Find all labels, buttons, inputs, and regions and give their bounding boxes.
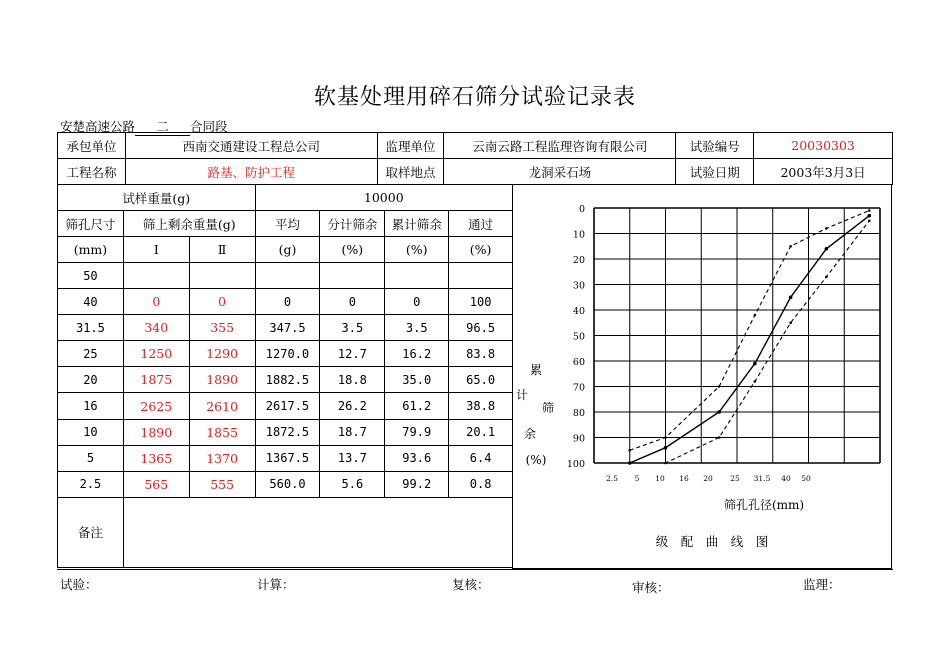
remarks-label: 备注 [58,497,124,567]
data-point [868,219,871,222]
trial-1-cell: 0 [123,289,189,315]
data-point [825,227,828,230]
table-row [58,341,513,367]
sieve-size-cell: 31.5 [58,315,124,341]
individual-retained-cell [320,263,385,289]
passing-cell: 6.4 [449,445,513,471]
col-header-cumulative: 累计筛余 [385,211,449,237]
x-tick-label: 40 [781,474,791,483]
data-rows [58,263,513,498]
sieve-size-cell: 50 [58,263,124,289]
footer-checker: 复核： [452,577,490,592]
table-row [58,367,513,393]
x-axis-label: 筛孔孔径(mm) [723,498,805,512]
y-tick-label: 40 [572,306,585,317]
trial-1-cell: 1250 [123,341,189,367]
trial-2-cell: 1290 [189,341,255,367]
chart-caption: 级 配 曲 线 图 [655,534,769,549]
data-point [868,209,871,212]
y-tick-label: 20 [572,255,585,266]
individual-retained-cell: 5.6 [320,471,385,497]
trial-1-cell: 1875 [123,367,189,393]
y-axis-label-5: (%) [525,453,547,467]
unit-pct-passing: (%) [449,237,513,263]
test-no-label: 试验编号 [676,133,754,159]
y-tick-labels [567,204,585,470]
y-tick-label: 0 [578,204,585,215]
project-label: 工程名称 [58,159,126,185]
data-point [718,436,721,439]
sample-weight-label: 试样重量(g) [58,185,256,211]
average-cell: 1882.5 [255,367,320,393]
sieve-size-cell: 16 [58,393,124,419]
footer-tester: 试验： [60,577,98,592]
individual-retained-cell: 12.7 [320,341,385,367]
trial-1-cell: 1890 [123,419,189,445]
x-tick-label: 16 [679,474,689,483]
contractor-label: 承包单位 [58,133,126,159]
sieve-size-cell: 20 [58,367,124,393]
trial-1-cell [123,263,189,289]
highway-name: 安楚高速公路 [60,119,136,134]
section-number: 二 [135,117,190,136]
trial-2-cell: 1855 [189,419,255,445]
sieve-size-cell: 40 [58,289,124,315]
cumulative-retained-cell: 35.0 [385,367,449,393]
site-label: 取样地点 [377,159,444,185]
y-tick-label: 50 [572,331,585,343]
chart-grid [594,208,880,463]
contractor-value: 西南交通建设工程总公司 [125,133,377,159]
trial-2-cell: 0 [189,289,255,315]
individual-retained-cell: 26.2 [320,393,385,419]
y-tick-label: 100 [566,459,585,470]
footer-rule [57,569,893,570]
cumulative-retained-cell: 0 [385,289,449,315]
y-axis-label-2: 计 [515,388,529,402]
page-title: 软基处理用碎石筛分试验记录表 [313,85,636,110]
trial-2-cell: 355 [189,315,255,341]
y-tick-label: 60 [572,357,585,368]
data-point [753,362,757,366]
table-row [58,393,513,419]
cumulative-retained-cell: 93.6 [385,445,449,471]
y-axis-label-1: 累 [529,363,543,377]
individual-retained-cell: 18.8 [320,367,385,393]
trial-2-header: Ⅱ [189,237,255,263]
individual-retained-cell: 18.7 [320,419,385,445]
table-row [58,471,513,497]
y-tick-label: 10 [572,229,585,241]
average-cell: 560.0 [255,471,320,497]
data-point [867,214,871,218]
footer-reviewer: 审核： [632,580,670,595]
trial-2-cell [189,263,255,289]
average-cell: 0 [255,289,320,315]
y-tick-label: 30 [572,280,585,292]
individual-retained-cell: 0 [320,289,385,315]
footer-calculator: 计算： [257,577,295,592]
sample-weight-value: 10000 [255,185,512,211]
cumulative-retained-cell: 79.9 [385,419,449,445]
x-tick-label: 20 [703,474,713,483]
data-point [789,295,793,299]
unit-mm: (mm) [58,237,124,263]
x-tick-label: 31.5 [753,474,771,483]
passing-cell: 0.8 [449,471,513,497]
trial-2-cell: 2610 [189,393,255,419]
sieve-size-cell: 10 [58,419,124,445]
data-point [664,446,668,450]
data-point [754,380,757,383]
data-point [717,410,721,414]
passing-cell: 65.0 [449,367,513,393]
data-point [789,321,792,324]
trial-2-cell: 555 [189,471,255,497]
cumulative-retained-cell: 16.2 [385,341,449,367]
supervisor-label: 监理单位 [377,133,444,159]
table-row [58,419,513,445]
data-point [664,436,667,439]
data-point [825,276,828,279]
passing-cell: 20.1 [449,419,513,445]
table-row [58,445,513,471]
date-value: 2003年3月3日 [754,159,893,185]
passing-cell: 96.5 [449,315,513,341]
date-label: 试验日期 [676,159,754,185]
footer-supervisor: 监理： [803,577,841,592]
average-cell: 347.5 [255,315,320,341]
individual-retained-cell: 3.5 [320,315,385,341]
average-cell: 1270.0 [255,341,320,367]
average-cell: 1367.5 [255,445,320,471]
sieve-table [57,184,513,568]
data-point [628,462,631,465]
y-tick-label: 90 [572,433,585,445]
trial-1-cell: 1365 [123,445,189,471]
x-tick-labels [606,474,811,483]
passing-cell: 100 [449,289,513,315]
cumulative-retained-cell: 3.5 [385,315,449,341]
x-tick-label: 25 [730,474,740,483]
col-header-sieve: 筛孔尺寸 [58,211,124,237]
trial-1-cell: 565 [123,471,189,497]
unit-pct-cumulative: (%) [385,237,449,263]
y-axis-label-4: 余 [523,427,537,441]
gradation-chart [512,184,892,569]
x-tick-label: 50 [801,474,811,483]
trial-1-cell: 340 [123,315,189,341]
sieve-size-cell: 25 [58,341,124,367]
table-row [58,289,513,315]
trial-2-cell: 1890 [189,367,255,393]
cumulative-retained-cell: 61.2 [385,393,449,419]
trial-1-cell: 2625 [123,393,189,419]
table-row [58,263,513,289]
cumulative-retained-cell: 99.2 [385,471,449,497]
col-header-average: 平均 [255,211,320,237]
data-point [789,245,792,248]
passing-cell: 38.8 [449,393,513,419]
individual-retained-cell: 13.7 [320,445,385,471]
trial-1-header: Ⅰ [123,237,189,263]
col-header-passing: 通过 [449,211,513,237]
x-tick-label: 5 [634,474,640,483]
data-point [754,314,757,317]
col-header-retained: 筛上剩余重量(g) [123,211,255,237]
section-suffix: 合同段 [190,119,228,134]
remarks-value [123,497,512,567]
trial-2-cell: 1370 [189,445,255,471]
average-cell: 1872.5 [255,419,320,445]
supervisor-value: 云南云路工程监理咨询有限公司 [444,133,676,159]
passing-cell [449,263,513,289]
cumulative-retained-cell [385,263,449,289]
chart-series [628,209,871,465]
site-value: 龙洞采石场 [444,159,676,185]
data-point [825,247,829,251]
test-no-value: 20030303 [754,133,893,159]
average-cell: 2617.5 [255,393,320,419]
y-axis-label-3: 筛 [541,401,555,415]
unit-pct-individual: (%) [320,237,385,263]
x-tick-label: 10 [655,474,665,483]
sieve-size-cell: 2.5 [58,471,124,497]
data-point [664,462,667,465]
data-point [628,449,631,452]
average-cell [255,263,320,289]
passing-cell: 83.8 [449,341,513,367]
x-tick-label: 2.5 [606,474,618,483]
y-tick-label: 70 [572,382,585,394]
table-row [58,315,513,341]
project-value: 路基、防护工程 [125,159,377,185]
col-header-individual: 分计筛余 [320,211,385,237]
header-table [57,132,893,185]
y-tick-label: 80 [572,408,585,419]
sieve-size-cell: 5 [58,445,124,471]
unit-g: (g) [255,237,320,263]
data-point [718,385,721,388]
